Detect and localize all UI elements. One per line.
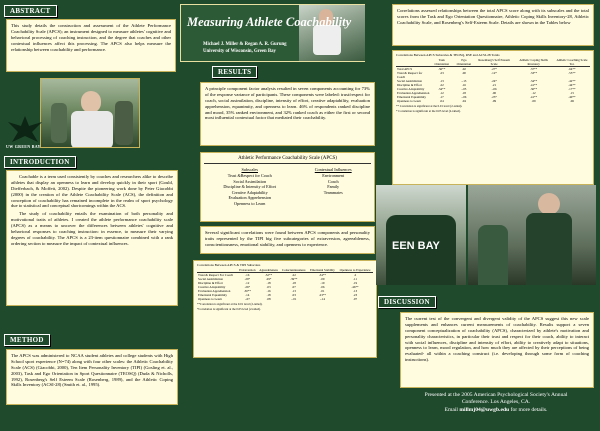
column-header: Openness to Experience	[337, 268, 373, 273]
table-cell: .37**	[530, 67, 538, 71]
contact-line	[393, 407, 599, 414]
table-cell: .17**	[568, 87, 576, 91]
table-cell: .12	[439, 91, 444, 95]
figure-title: Athletic Performance Coachability Scale (APCS)	[204, 156, 371, 164]
table-cell: .12	[531, 91, 536, 95]
results-box-2	[200, 226, 375, 254]
table2-caption: Correlations Between APCS Subscales & TEOSQ, RSE and ACSI-28 Totals	[396, 53, 500, 57]
table1-caption: Correlations Between APCS & TIPI Subscales	[197, 263, 261, 267]
presented-note	[393, 392, 599, 414]
row-label: Discipline & Effort	[198, 281, 223, 285]
table-cell: .18	[266, 281, 271, 285]
teosq-correlation-table	[392, 50, 594, 185]
row-label: Evaluation Apprehension	[397, 91, 430, 95]
authors: Michael J. Miller & Regan A. R. Gurung	[203, 42, 287, 47]
table-row	[396, 71, 590, 79]
table-cell: .18	[266, 293, 271, 297]
table-cell: .03	[291, 293, 296, 297]
table-cell: -.07	[244, 297, 250, 301]
football-player-photo	[376, 185, 466, 285]
introduction-box	[6, 170, 178, 306]
table2-note-2: * Correlation is significant at the 0.05 level (2-tailed).	[396, 109, 461, 113]
table-cell: .23**	[318, 293, 327, 297]
column-header: Extraversion	[239, 268, 256, 272]
table-cell: .06	[320, 285, 325, 289]
method-box	[6, 349, 178, 405]
table-cell: .09	[492, 99, 497, 103]
method-text: The APCS was administered to NCAA student athletes and college students with High School sport experience (N=74) along with four other scales: the Athletic Coachability Scale (ACS) (Giacobbi, 2000), Ten Item Personality Inventory (TIPI) (Gosling et. al., 2003), Task and Ego Orientation in Sport Questionnaire (TEOSQ) (Duda & Nicholls, 1992), Rosenberg's Self Esteem Scale (Rosenberg, 1989), and the Athletic Coping Skills Inventory (ACSI-28) (Smith et. al., 1995).	[11, 353, 173, 388]
table-cell: .30**	[530, 87, 538, 91]
contextual-item: Coach	[327, 178, 339, 184]
row-label: Evaluation Apprehension	[198, 289, 231, 293]
column-header	[396, 58, 430, 67]
table-cell: .23*	[491, 95, 497, 99]
table-cell: .13	[291, 289, 296, 293]
email-label: Email	[444, 406, 458, 413]
table-cell: .41**	[530, 83, 538, 87]
row-label: Trust & Respect for Coach	[397, 71, 423, 79]
table-cell: .19	[353, 281, 358, 285]
contextual-heading: Contextual Influences	[314, 167, 352, 172]
table-cell: -.05	[461, 87, 467, 91]
contextual-item: Environment	[322, 173, 345, 179]
discussion-text: The current test of the convergent and divergent validity of the APCS suggest this new scale supplements and enhances current measurements of coachability. Results support a seven component conceptualization of coachability (APCS), characterized by athlete's motivation and personality characteristics, in particular their trust and respect for their coach, ability to interact with social influences, discipline and intensity of effort, ability to creatively adapt to situations, openness to learn, mood regulation, and how much they are affected by their perceptions of being evaluated- all within a coaching construct (i.e. developing through some form of coaching instructions).	[405, 316, 589, 363]
table-cell: .06	[569, 99, 574, 103]
row-label: Creative Adaptability	[198, 285, 226, 289]
presented-line-2: Conference. Los Angeles, CA.	[461, 399, 531, 406]
contextual-item: Teammates	[323, 189, 343, 195]
table-cell: .23	[353, 293, 358, 297]
table-cell: .22	[439, 83, 444, 87]
table-cell: .16	[266, 289, 271, 293]
table-cell: .07	[291, 285, 296, 289]
subscales-heading: Subscales	[241, 167, 258, 172]
table-cell: .29*	[244, 277, 251, 281]
table-cell: .18	[291, 281, 296, 285]
university-logo	[4, 112, 46, 152]
method-header: METHOD	[4, 334, 50, 346]
table-cell: .11	[353, 277, 357, 281]
table-cell: .26*	[244, 285, 251, 289]
introduction-header: INTRODUCTION	[4, 156, 76, 168]
table-cell: -.01	[291, 297, 297, 301]
tipi-correlation-table	[193, 260, 377, 358]
table-cell: .34**	[530, 79, 538, 83]
table-cell: .04	[439, 99, 444, 103]
title-banner	[180, 4, 365, 62]
table-cell: .14	[245, 293, 250, 297]
table-cell: .00	[461, 71, 466, 75]
page-title: Measuring Athlete Coachability	[187, 15, 352, 29]
table-cell: .27*	[491, 67, 497, 71]
table-cell: .19	[320, 281, 325, 285]
results-text: A principle component factor analysis resulted in seven components accounting for 73% of the response variance of participants. These components were labeled: trust/respect for coach, social assimilation, discipline, intensity of effort, creative adaptability, evaluation apprehension, equanimity, and openness to learn. 46% of respondents ranked discipline and mood, 35% ranked environment, and 32% ranked coach as either the first or second most influential contextual factor that mediated their coachability.	[205, 86, 370, 121]
jersey-text: EEN BAY	[392, 240, 440, 252]
contextual-column	[315, 167, 352, 206]
row-label: Trust & Respect For Coach	[198, 273, 233, 277]
discussion-header: DISCUSSION	[378, 296, 436, 308]
row-label: Openness to Learn	[198, 297, 222, 301]
email-suffix: for more details.	[510, 406, 548, 413]
table-cell: .18	[461, 91, 466, 95]
table-cell: .29*	[265, 277, 272, 281]
intro-paragraph-1: Coachable is a term used consistently by coaches and researchers alike to describe athletes that display an openness to learn and develop quickly in their sport (Gould, Diefferbach, & Moffett, 2002). Despite the pioneering work done by Peter Giacobbi (2000) in the creation of the Athlete Coachability Scale (ACS), the definition and conception of coachability has remained incomplete in the realm of sport psychology due to statistical and conceptual shortcomings within the ACS.	[11, 174, 173, 209]
column-header: Athletic Coaching Scale Tot.	[554, 58, 590, 67]
subscales-column	[223, 167, 276, 206]
table-cell: .22	[291, 273, 296, 277]
table-row	[396, 99, 590, 103]
subscale-item: Trust &Respect for Coach	[227, 173, 272, 179]
table-cell: -.13	[461, 79, 467, 83]
column-header: Ego Orientation	[453, 58, 475, 67]
table-cell: .02	[461, 67, 466, 71]
results-text-2: Several significant correlations were found between APCS components and personality traits represented by the TIPI big five subcategories of extraversion, agreeableness, conscientiousness, emotional stability, and openness to experience.	[205, 230, 370, 247]
row-label: Total APCS	[397, 67, 413, 71]
table-cell: .12	[245, 281, 250, 285]
table-cell: -.14	[319, 297, 325, 301]
column-header: Agreeableness	[259, 268, 278, 272]
table-cell: .17	[439, 95, 444, 99]
row-label: Creative Adaptability	[397, 87, 425, 91]
logo-text: UW GREEN BAY	[6, 144, 41, 149]
table-cell: -.06	[491, 87, 497, 91]
correlations-text: Correlations assessed relationships between the total APCS score along with its subscales and the total scores from the Task and Ego Orientation Questionnaire, Athletic Coping Skills Inventory-28, Athletic Coachability Scale, and Rosenberg's Self-Esteem Scale. Details are shown in the Tables below	[397, 8, 589, 25]
presented-line-1: Presented at the 2005 American Psychological Society's Annual	[424, 392, 568, 398]
subscale-item: Social Assimilation	[233, 178, 267, 184]
results-box	[200, 82, 375, 146]
table-cell: .24*	[491, 79, 497, 83]
table-cell: .44**	[568, 83, 576, 87]
table-cell: .15	[569, 91, 574, 95]
row-label: Discipline & Effort	[397, 83, 422, 87]
table-cell: .40**	[568, 95, 576, 99]
column-header: Emotional Stability	[308, 268, 337, 273]
table-cell: .01	[320, 289, 325, 293]
abstract-text: This study details the construction and assessment of the Athlete Performance Coachability Scale (APCS); an instrument designed to measure athletes' cognitive and behavioral processing of coaching instruction, and the degree that coaches and other contextual influences affect this processing. The APCS also helps measure the relationship between coachability and performance.	[11, 23, 171, 52]
table-cell: .13	[439, 79, 444, 83]
correlations-box	[392, 4, 594, 46]
table-cell: .32**	[265, 273, 273, 277]
intro-paragraph-2: The study of coachability entails the examination of both personality and motivational traits of athletes. I created the athlete performance coachability scale (APCS) as a means to uncover the differences between athletes' cognitive and behavioral responses to coaching instruction: in essence, to measure their varying degrees of coachability. The APCS is a 23-item questionnaire combined with a rank ordering section to measure the impact of contextual influences.	[11, 211, 173, 246]
table-cell: .00	[492, 91, 497, 95]
table-cell: .42**	[568, 79, 576, 83]
table-cell: .41**	[530, 95, 538, 99]
row-label: Social Assimilation	[397, 79, 422, 83]
affiliation: University of Wisconsin, Green Bay	[203, 49, 276, 54]
discussion-box	[400, 312, 594, 388]
subscale-item: Creative Adaptability	[231, 189, 268, 195]
table-cell: .09	[320, 277, 325, 281]
coach-photo	[468, 185, 596, 285]
table-cell: .39**	[290, 277, 298, 281]
table-cell: .23	[439, 71, 444, 75]
table-cell: .2	[353, 273, 357, 277]
column-header: Athletic Coping Skills Inventory	[513, 58, 554, 67]
subscale-item: Openness to Learn	[234, 200, 266, 206]
table-cell: .16	[245, 273, 250, 277]
email-address[interactable]: millmj04@uwgb.edu	[459, 406, 510, 413]
table-cell: .21	[492, 83, 497, 87]
table-cell: .07	[353, 297, 358, 301]
row-label: Emotional Equanimity	[198, 293, 227, 297]
table-cell: .04	[461, 99, 466, 103]
table-row	[197, 297, 373, 301]
table-cell: .36**	[438, 67, 446, 71]
table-cell: .03	[266, 285, 271, 289]
table-cell: .64**	[568, 67, 576, 71]
table-cell: .46**	[351, 285, 359, 289]
table-cell: .16	[461, 83, 466, 87]
table-cell: .55**	[568, 71, 576, 75]
table-cell: .08	[266, 297, 271, 301]
contextual-item: Family	[327, 184, 340, 190]
row-label: Openness to Learn	[397, 99, 421, 103]
table-cell: .12*	[491, 71, 497, 75]
abstract-header: ABSTRACT	[4, 5, 57, 17]
table2-note-1: ** Correlation is significant at the 0.01 level (2-tailed).	[396, 104, 463, 108]
row-label: Social Assimilation	[198, 277, 223, 281]
table-cell: .13	[353, 289, 358, 293]
athlete-group-photo	[40, 78, 140, 148]
results-header: RESULTS	[212, 66, 257, 78]
apcs-figure	[200, 152, 375, 222]
table1-note-2: *Correlation is significant at the 0.05 level (2-tailed).	[197, 307, 261, 311]
table1-note-1: **Correlation is significant at the 0.01 level (2-tailed).	[197, 302, 263, 306]
table-cell: .09	[531, 99, 536, 103]
column-header: Task Orientation	[430, 58, 453, 67]
table-cell: .30**	[243, 289, 251, 293]
table-cell: .34**	[318, 273, 327, 277]
title-photo	[299, 5, 365, 61]
table-cell: .33**	[530, 71, 538, 75]
table-cell: -.06	[461, 95, 467, 99]
subscale-item: Evaluation Apprehension	[228, 195, 271, 201]
column-header: Conscientiousness	[280, 268, 308, 273]
table-cell: .34**	[438, 87, 446, 91]
column-header: Rosenberg's Self Esteem Scale	[475, 58, 514, 67]
abstract-box	[6, 19, 176, 72]
row-label: Emotional Equanimity	[397, 95, 426, 99]
subscale-item: Discipline & Intensity of Effort	[223, 184, 277, 190]
